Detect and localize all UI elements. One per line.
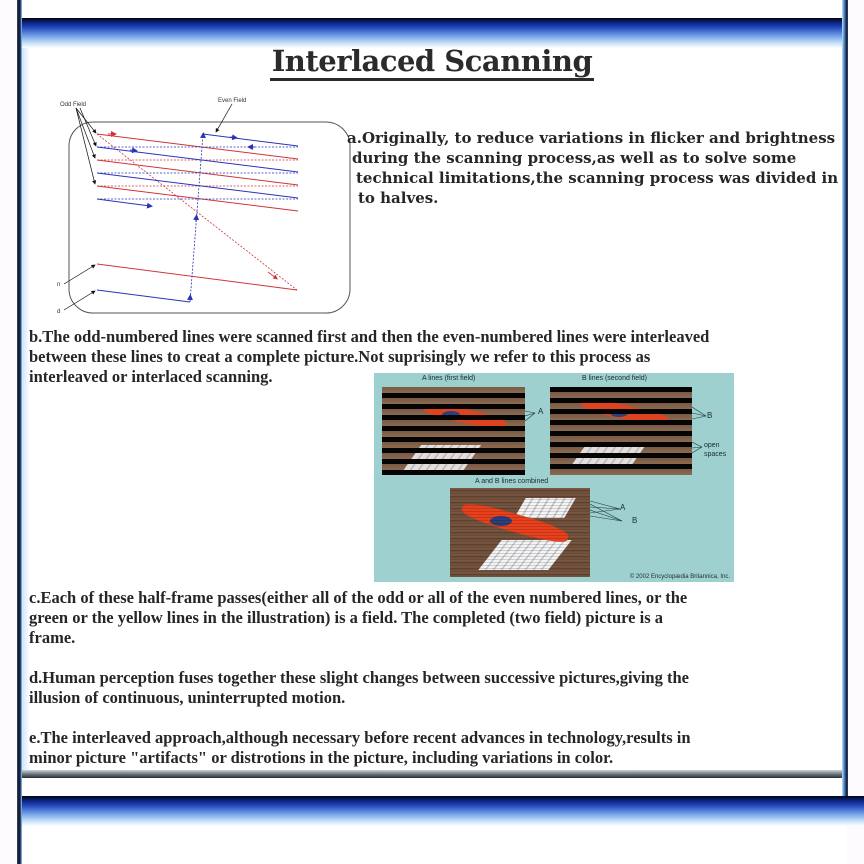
paragraph-c-line: c.Each of these half-frame passes(either all of the odd or all of the even numbered lines, or the — [29, 588, 688, 607]
second-field-label: B lines (second field) — [582, 375, 647, 382]
paragraph-e-line: minor picture "artifacts" or distrotions in the picture, including variations in color. — [29, 748, 614, 767]
paragraph-c — [29, 588, 849, 648]
combined-marker-b: B — [632, 516, 638, 525]
copyright-notice: © 2002 Encyclopædia Britannica, Inc. — [629, 574, 730, 580]
interlace-photo-illustration — [374, 373, 734, 582]
marker-b: B — [707, 411, 713, 420]
interlaced-scan-diagram — [40, 90, 360, 325]
paragraph-a-line: during the scanning process,as well as to solve some — [352, 149, 797, 167]
panel-bottom-shadow — [22, 770, 842, 778]
paragraph-d — [29, 668, 849, 708]
paragraph-d-line: d.Human perception fuses together these slight changes between successive pictures,giving the — [29, 668, 689, 687]
paragraph-b-line: between these lines to creat a complete picture.Not suprisingly we refer to this process as — [29, 347, 651, 366]
even-field-label: Even Field — [218, 98, 247, 104]
odd-field-label: Odd Field — [60, 102, 87, 108]
combined-label: A and B lines combined — [475, 478, 549, 485]
paragraph-c-line: green or the yellow lines in the illustration) is a field. The completed (two field) picture is a — [29, 608, 663, 627]
paragraph-b-line: b.The odd-numbered lines were scanned first and then the even-numbered lines were interleaved — [29, 327, 710, 346]
left-frame-border — [17, 0, 22, 864]
screen-frame — [69, 122, 350, 313]
marker-a-lines — [525, 387, 550, 475]
title-text: Interlaced Scanning — [270, 44, 595, 81]
paragraph-d-line: illusion of continuous, uninterrupted motion. — [29, 688, 346, 707]
first-field-label: A lines (first field) — [422, 375, 476, 382]
n-label: n — [57, 282, 61, 288]
paragraph-e — [29, 728, 849, 768]
left-edge-glow — [22, 48, 30, 770]
paragraph-a-line: to halves. — [358, 189, 439, 207]
paragraph-b-line: interleaved or interlaced scanning. — [29, 367, 273, 386]
paragraph-c-line: frame. — [29, 628, 76, 647]
first-field-image — [382, 387, 525, 475]
paragraph-e-line: e.The interleaved approach,although necessary before recent advances in technology,results in — [29, 728, 691, 747]
open-spaces-label: open spaces — [704, 442, 727, 458]
bottom-header-band — [22, 796, 864, 826]
right-margin — [848, 0, 864, 798]
second-field-image — [550, 387, 692, 475]
marker-a: A — [538, 407, 544, 416]
paragraph-a-line: a.Originally, to reduce variations in flicker and brightness — [347, 129, 836, 147]
paragraph-a — [347, 128, 847, 208]
combined-image — [450, 488, 590, 577]
d-label: d — [57, 309, 61, 315]
combined-marker-a: A — [620, 503, 626, 512]
page-title — [0, 44, 864, 78]
marker-b-lines — [692, 387, 722, 475]
paragraph-a-line: technical limitations,the scanning process was divided in — [356, 169, 839, 187]
